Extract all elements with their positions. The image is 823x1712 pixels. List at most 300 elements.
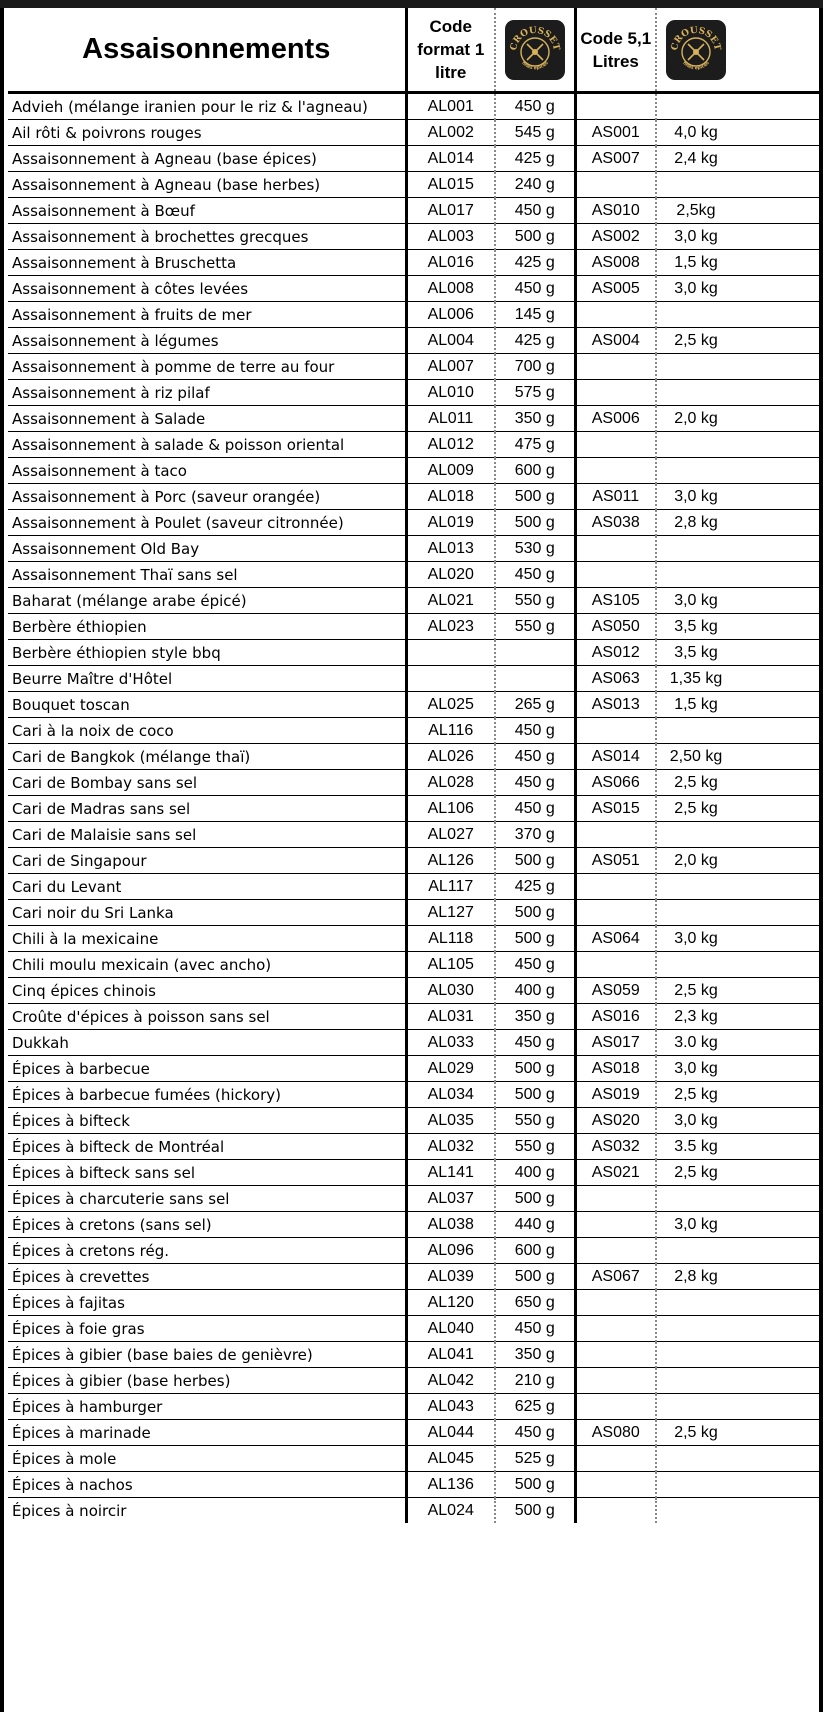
weight-5l xyxy=(656,1082,823,1108)
weight-5l-value: 2,5 kg xyxy=(674,331,718,349)
table-row xyxy=(8,93,823,120)
weight-5l-value: 2,50 kg xyxy=(669,747,723,765)
code-1l: AL041 xyxy=(406,1342,495,1368)
code-1l: AL120 xyxy=(406,1290,495,1316)
product-name: Épices à marinade xyxy=(8,1420,406,1446)
weight-1l: 575 g xyxy=(495,380,575,406)
table-row xyxy=(8,328,823,354)
product-name: Assaisonnement à taco xyxy=(8,458,406,484)
weight-5l xyxy=(656,458,823,484)
weight-5l-value: 1,5 kg xyxy=(674,253,718,271)
code-1l: AL032 xyxy=(406,1134,495,1160)
weight-1l: 450 g xyxy=(495,1420,575,1446)
code-1l: AL039 xyxy=(406,1264,495,1290)
code-1l: AL141 xyxy=(406,1160,495,1186)
code-1l: AL024 xyxy=(406,1498,495,1524)
table-row xyxy=(8,614,823,640)
code-5l: AS019 xyxy=(575,1082,656,1108)
weight-5l xyxy=(656,1160,823,1186)
product-name: Cari à la noix de coco xyxy=(8,718,406,744)
weight-5l xyxy=(656,978,823,1004)
table-row xyxy=(8,146,823,172)
table-row xyxy=(8,848,823,874)
code-1l: AL029 xyxy=(406,1056,495,1082)
product-name: Cari de Madras sans sel xyxy=(8,796,406,822)
weight-5l-value: 3,5 kg xyxy=(674,617,718,635)
table-row xyxy=(8,1472,823,1498)
weight-1l: 450 g xyxy=(495,1030,575,1056)
table-row xyxy=(8,1108,823,1134)
product-name: Assaisonnement à pomme de terre au four xyxy=(8,354,406,380)
product-name: Épices à hamburger xyxy=(8,1394,406,1420)
crousset-logo-1 xyxy=(504,19,566,81)
weight-1l: 425 g xyxy=(495,146,575,172)
logo-text-top: CROUSSET xyxy=(508,25,561,51)
code-1l: AL020 xyxy=(406,562,495,588)
weight-1l: 500 g xyxy=(495,484,575,510)
table-row xyxy=(8,172,823,198)
weight-5l-value: 3,0 kg xyxy=(674,1215,718,1233)
code-1l: AL011 xyxy=(406,406,495,432)
code-5l xyxy=(575,1394,656,1420)
table-row xyxy=(8,1342,823,1368)
weight-1l: 550 g xyxy=(495,1108,575,1134)
product-name: Dukkah xyxy=(8,1030,406,1056)
code-5l xyxy=(575,302,656,328)
code1-line2: format 1 xyxy=(417,40,485,59)
product-name: Assaisonnement à côtes levées xyxy=(8,276,406,302)
table-row xyxy=(8,380,823,406)
code-1l: AL023 xyxy=(406,614,495,640)
table-row xyxy=(8,1498,823,1524)
table-row xyxy=(8,120,823,146)
product-name: Cari du Levant xyxy=(8,874,406,900)
code-1l: AL027 xyxy=(406,822,495,848)
weight-1l: 440 g xyxy=(495,1212,575,1238)
weight-1l: 450 g xyxy=(495,796,575,822)
crousset-logo-2 xyxy=(665,19,727,81)
code-5l xyxy=(575,536,656,562)
table-row xyxy=(8,874,823,900)
code-1l xyxy=(406,640,495,666)
logo-cell-1 xyxy=(495,8,575,93)
product-name: Cari de Bombay sans sel xyxy=(8,770,406,796)
code-5l: AS006 xyxy=(575,406,656,432)
code-5l xyxy=(575,1290,656,1316)
table-row xyxy=(8,276,823,302)
code-1l: AL042 xyxy=(406,1368,495,1394)
weight-5l xyxy=(656,1134,823,1160)
code2-line2: Litres xyxy=(592,51,639,71)
column-header-code-1l xyxy=(406,8,495,93)
code-5l: AS015 xyxy=(575,796,656,822)
product-name: Berbère éthiopien xyxy=(8,614,406,640)
weight-1l: 500 g xyxy=(495,848,575,874)
product-name: Épices à fajitas xyxy=(8,1290,406,1316)
code-5l xyxy=(575,562,656,588)
weight-1l: 550 g xyxy=(495,588,575,614)
product-name: Assaisonnement à Bruschetta xyxy=(8,250,406,276)
weight-5l xyxy=(656,1446,823,1472)
weight-5l xyxy=(656,952,823,978)
weight-1l: 450 g xyxy=(495,718,575,744)
header-row xyxy=(8,8,823,93)
code-5l: AS105 xyxy=(575,588,656,614)
code-5l: AS020 xyxy=(575,1108,656,1134)
code-5l: AS059 xyxy=(575,978,656,1004)
weight-1l: 500 g xyxy=(495,1472,575,1498)
code-5l xyxy=(575,1316,656,1342)
weight-5l xyxy=(656,1056,823,1082)
product-name: Cinq épices chinois xyxy=(8,978,406,1004)
code-1l: AL010 xyxy=(406,380,495,406)
product-name: Épices à bifteck xyxy=(8,1108,406,1134)
product-name: Assaisonnement à brochettes grecques xyxy=(8,224,406,250)
code-5l: AS005 xyxy=(575,276,656,302)
weight-5l-value: 3.5 kg xyxy=(674,1137,718,1155)
table-row xyxy=(8,1186,823,1212)
code-1l: AL037 xyxy=(406,1186,495,1212)
weight-1l xyxy=(495,640,575,666)
code-1l: AL009 xyxy=(406,458,495,484)
weight-1l: 450 g xyxy=(495,770,575,796)
weight-5l-value: 3,0 kg xyxy=(674,487,718,505)
code-5l xyxy=(575,1212,656,1238)
weight-5l-value: 1,35 kg xyxy=(669,669,723,687)
table-row xyxy=(8,588,823,614)
product-name: Assaisonnement à Agneau (base herbes) xyxy=(8,172,406,198)
code-5l xyxy=(575,718,656,744)
code-5l: AS002 xyxy=(575,224,656,250)
table-row xyxy=(8,224,823,250)
weight-5l xyxy=(656,510,823,536)
table-row xyxy=(8,484,823,510)
code-1l: AL043 xyxy=(406,1394,495,1420)
table-row xyxy=(8,900,823,926)
code-1l: AL008 xyxy=(406,276,495,302)
weight-1l: 475 g xyxy=(495,432,575,458)
table-row xyxy=(8,432,823,458)
table-row xyxy=(8,1316,823,1342)
product-name: Baharat (mélange arabe épicé) xyxy=(8,588,406,614)
code-5l xyxy=(575,874,656,900)
code-5l xyxy=(575,900,656,926)
weight-1l: 210 g xyxy=(495,1368,575,1394)
code-1l: AL013 xyxy=(406,536,495,562)
weight-5l xyxy=(656,1472,823,1498)
table-row xyxy=(8,536,823,562)
weight-5l-value: 3.0 kg xyxy=(674,1033,718,1051)
weight-5l xyxy=(656,224,823,250)
code-1l: AL006 xyxy=(406,302,495,328)
weight-5l xyxy=(656,120,823,146)
weight-1l: 400 g xyxy=(495,1160,575,1186)
weight-1l xyxy=(495,666,575,692)
code-1l: AL016 xyxy=(406,250,495,276)
weight-5l xyxy=(656,1420,823,1446)
code-5l: AS008 xyxy=(575,250,656,276)
code-5l: AS012 xyxy=(575,640,656,666)
code-5l xyxy=(575,458,656,484)
weight-1l: 600 g xyxy=(495,458,575,484)
weight-5l xyxy=(656,874,823,900)
weight-1l: 370 g xyxy=(495,822,575,848)
code-5l: AS013 xyxy=(575,692,656,718)
table-row xyxy=(8,1030,823,1056)
weight-5l xyxy=(656,770,823,796)
product-name: Assaisonnement à Porc (saveur orangée) xyxy=(8,484,406,510)
code-5l: AS011 xyxy=(575,484,656,510)
weight-5l-value: 3,0 kg xyxy=(674,1059,718,1077)
weight-5l-value: 2,3 kg xyxy=(674,1007,718,1025)
code-1l: AL026 xyxy=(406,744,495,770)
weight-1l: 500 g xyxy=(495,900,575,926)
weight-5l-value: 3,0 kg xyxy=(674,591,718,609)
weight-5l xyxy=(656,536,823,562)
code-1l: AL018 xyxy=(406,484,495,510)
weight-5l-value: 2,5 kg xyxy=(674,1423,718,1441)
code-5l xyxy=(575,1446,656,1472)
weight-5l-value: 3,0 kg xyxy=(674,1111,718,1129)
weight-5l-value: 2,5kg xyxy=(676,201,716,219)
table-row xyxy=(8,744,823,770)
weight-5l xyxy=(656,1342,823,1368)
table-row xyxy=(8,1420,823,1446)
code-1l: AL001 xyxy=(406,93,495,120)
table-row xyxy=(8,796,823,822)
product-name: Chili moulu mexicain (avec ancho) xyxy=(8,952,406,978)
weight-5l-value: 2,5 kg xyxy=(674,1163,718,1181)
weight-5l-value: 2,0 kg xyxy=(674,409,718,427)
column-header-code-5l xyxy=(575,8,656,93)
product-name: Épices à nachos xyxy=(8,1472,406,1498)
table-row xyxy=(8,1238,823,1264)
table-row xyxy=(8,198,823,224)
code-5l: AS021 xyxy=(575,1160,656,1186)
weight-1l: 145 g xyxy=(495,302,575,328)
code-1l: AL021 xyxy=(406,588,495,614)
code-1l: AL007 xyxy=(406,354,495,380)
table-row xyxy=(8,458,823,484)
code-1l: AL105 xyxy=(406,952,495,978)
weight-5l xyxy=(656,1212,823,1238)
weight-5l xyxy=(656,1264,823,1290)
weight-1l: 625 g xyxy=(495,1394,575,1420)
code1-line3: litre xyxy=(435,63,467,82)
table-row xyxy=(8,406,823,432)
weight-1l: 425 g xyxy=(495,874,575,900)
table-row xyxy=(8,250,823,276)
product-name: Cari de Singapour xyxy=(8,848,406,874)
weight-5l xyxy=(656,484,823,510)
weight-1l: 545 g xyxy=(495,120,575,146)
weight-5l-value: 2,5 kg xyxy=(674,1085,718,1103)
product-name: Assaisonnement Old Bay xyxy=(8,536,406,562)
product-name: Cari de Malaisie sans sel xyxy=(8,822,406,848)
code-1l: AL038 xyxy=(406,1212,495,1238)
code-1l: AL017 xyxy=(406,198,495,224)
product-name: Cari de Bangkok (mélange thaï) xyxy=(8,744,406,770)
table-row xyxy=(8,1368,823,1394)
code-1l: AL044 xyxy=(406,1420,495,1446)
table-row xyxy=(8,354,823,380)
code-1l: AL002 xyxy=(406,120,495,146)
weight-5l-value: 2,4 kg xyxy=(674,149,718,167)
weight-5l xyxy=(656,1108,823,1134)
code-5l: AS051 xyxy=(575,848,656,874)
product-name: Bouquet toscan xyxy=(8,692,406,718)
product-name: Assaisonnement à Agneau (base épices) xyxy=(8,146,406,172)
code-1l: AL136 xyxy=(406,1472,495,1498)
page-title: Assaisonnements xyxy=(8,8,406,93)
logo-text-bottom-2: fines épices xyxy=(681,60,711,71)
code-1l: AL003 xyxy=(406,224,495,250)
weight-5l-value: 3,0 kg xyxy=(674,279,718,297)
table-row xyxy=(8,302,823,328)
weight-5l xyxy=(656,1498,823,1524)
weight-1l: 500 g xyxy=(495,1056,575,1082)
weight-5l xyxy=(656,380,823,406)
table-row xyxy=(8,1264,823,1290)
weight-5l xyxy=(656,1290,823,1316)
product-name: Épices à noircir xyxy=(8,1498,406,1524)
weight-5l xyxy=(656,302,823,328)
weight-1l: 500 g xyxy=(495,224,575,250)
code-1l: AL116 xyxy=(406,718,495,744)
code-5l xyxy=(575,93,656,120)
code-5l: AS018 xyxy=(575,1056,656,1082)
code-5l: AS032 xyxy=(575,1134,656,1160)
table-row xyxy=(8,692,823,718)
code-1l: AL019 xyxy=(406,510,495,536)
product-name: Épices à gibier (base baies de genièvre) xyxy=(8,1342,406,1368)
code-1l: AL096 xyxy=(406,1238,495,1264)
weight-5l-value: 1,5 kg xyxy=(674,695,718,713)
product-name: Épices à crevettes xyxy=(8,1264,406,1290)
logo-text-bottom: fines épices xyxy=(520,60,550,71)
weight-5l-value: 2,5 kg xyxy=(674,981,718,999)
product-name: Chili à la mexicaine xyxy=(8,926,406,952)
weight-5l xyxy=(656,1030,823,1056)
weight-5l xyxy=(656,848,823,874)
code-5l xyxy=(575,1186,656,1212)
code-5l xyxy=(575,952,656,978)
table-row xyxy=(8,1004,823,1030)
code2-line1: Code 5,1 xyxy=(580,28,652,48)
weight-5l-value: 3,0 kg xyxy=(674,227,718,245)
code-1l: AL028 xyxy=(406,770,495,796)
weight-5l xyxy=(656,640,823,666)
code-5l xyxy=(575,822,656,848)
logo-text-top-2: CROUSSET xyxy=(669,25,723,51)
code-5l: AS050 xyxy=(575,614,656,640)
top-bar xyxy=(0,0,823,8)
weight-1l: 350 g xyxy=(495,1004,575,1030)
code-5l xyxy=(575,1238,656,1264)
code-1l: AL127 xyxy=(406,900,495,926)
code-5l xyxy=(575,172,656,198)
table-row xyxy=(8,510,823,536)
weight-5l xyxy=(656,926,823,952)
weight-5l xyxy=(656,328,823,354)
weight-5l xyxy=(656,354,823,380)
weight-1l: 425 g xyxy=(495,328,575,354)
product-name: Assaisonnement à Bœuf xyxy=(8,198,406,224)
weight-5l xyxy=(656,562,823,588)
code-5l xyxy=(575,1368,656,1394)
code-1l: AL015 xyxy=(406,172,495,198)
table-row xyxy=(8,1446,823,1472)
weight-1l: 500 g xyxy=(495,926,575,952)
weight-5l xyxy=(656,614,823,640)
code-5l: AS017 xyxy=(575,1030,656,1056)
weight-1l: 525 g xyxy=(495,1446,575,1472)
table-row xyxy=(8,1160,823,1186)
product-name: Épices à barbecue fumées (hickory) xyxy=(8,1082,406,1108)
code-5l xyxy=(575,1342,656,1368)
weight-5l xyxy=(656,432,823,458)
code-5l: AS067 xyxy=(575,1264,656,1290)
code-1l: AL014 xyxy=(406,146,495,172)
weight-1l: 530 g xyxy=(495,536,575,562)
product-name: Épices à bifteck sans sel xyxy=(8,1160,406,1186)
weight-1l: 450 g xyxy=(495,952,575,978)
weight-5l-value: 3,0 kg xyxy=(674,929,718,947)
weight-5l xyxy=(656,198,823,224)
weight-5l xyxy=(656,588,823,614)
product-name: Beurre Maître d'Hôtel xyxy=(8,666,406,692)
weight-5l xyxy=(656,692,823,718)
code-1l: AL025 xyxy=(406,692,495,718)
weight-1l: 500 g xyxy=(495,1264,575,1290)
weight-1l: 550 g xyxy=(495,614,575,640)
weight-1l: 600 g xyxy=(495,1238,575,1264)
table-row xyxy=(8,822,823,848)
weight-5l xyxy=(656,172,823,198)
weight-5l xyxy=(656,276,823,302)
weight-5l xyxy=(656,1394,823,1420)
weight-5l-value: 3,5 kg xyxy=(674,643,718,661)
code-1l: AL126 xyxy=(406,848,495,874)
weight-1l: 240 g xyxy=(495,172,575,198)
table-row xyxy=(8,978,823,1004)
table-row xyxy=(8,770,823,796)
table-row xyxy=(8,562,823,588)
weight-1l: 450 g xyxy=(495,562,575,588)
logo-cell-2 xyxy=(656,8,823,93)
product-name: Cari noir du Sri Lanka xyxy=(8,900,406,926)
code-5l: AS014 xyxy=(575,744,656,770)
weight-5l xyxy=(656,406,823,432)
code-1l: AL106 xyxy=(406,796,495,822)
product-name: Épices à foie gras xyxy=(8,1316,406,1342)
weight-1l: 450 g xyxy=(495,744,575,770)
table-row xyxy=(8,952,823,978)
code-1l: AL034 xyxy=(406,1082,495,1108)
product-name: Advieh (mélange iranien pour le riz & l'agneau) xyxy=(8,93,406,120)
product-name: Assaisonnement à légumes xyxy=(8,328,406,354)
code-5l xyxy=(575,380,656,406)
product-name: Épices à bifteck de Montréal xyxy=(8,1134,406,1160)
product-name: Croûte d'épices à poisson sans sel xyxy=(8,1004,406,1030)
product-name: Ail rôti & poivrons rouges xyxy=(8,120,406,146)
weight-1l: 350 g xyxy=(495,1342,575,1368)
product-name: Assaisonnement à riz pilaf xyxy=(8,380,406,406)
table-row xyxy=(8,1056,823,1082)
code-1l: AL031 xyxy=(406,1004,495,1030)
table-row xyxy=(8,1394,823,1420)
code-5l: AS038 xyxy=(575,510,656,536)
